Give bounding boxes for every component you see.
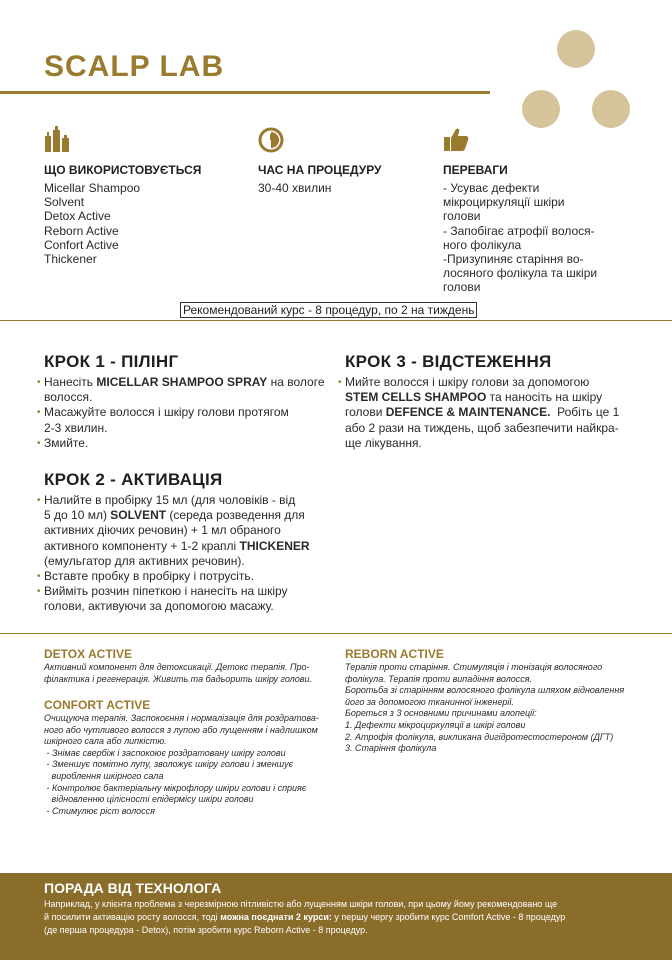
text: Мийте волосся і шкіру голови за допомогою bbox=[345, 375, 590, 389]
step-3-title: КРОК 3 - ВІДСТЕЖЕННЯ bbox=[345, 352, 552, 371]
bullet-icon: • bbox=[37, 377, 41, 388]
info-procedure-time bbox=[258, 163, 382, 195]
product-name: STEM CELLS SHAMPOO bbox=[345, 390, 487, 405]
text-line: ного або чутливого волосся з лупою або лущенням і надлишком bbox=[44, 724, 318, 735]
info-heading-benefits: ПЕРЕВАГИ bbox=[443, 163, 508, 177]
confort-active-description bbox=[44, 713, 319, 817]
text: волосся. bbox=[44, 390, 93, 405]
section-divider-top bbox=[0, 320, 672, 321]
list-item: голови bbox=[443, 209, 481, 224]
list-item: 30-40 хвилин bbox=[258, 181, 332, 195]
text-line: Очищуюча терапія. Заспокоєння і нормалізація для роздратова- bbox=[44, 713, 319, 723]
text-line: - Стимулює ріст волосся bbox=[44, 805, 155, 816]
decorative-circle-left bbox=[522, 90, 560, 128]
list-item bbox=[37, 493, 310, 569]
text: голови, активуючи за допомогою масажу. bbox=[44, 599, 274, 614]
text: або 2 рази на тиждень, щоб забезпечити найкра- bbox=[345, 420, 619, 435]
reborn-active-description bbox=[345, 662, 624, 755]
text-line: (де перша процедура - Detox), потім зробити курс Reborn Active - 8 процедур. bbox=[44, 925, 368, 936]
list-item: голови bbox=[443, 280, 481, 295]
text-line: - Контролює бактеріальну мікрофлору шкіри голови і сприяє bbox=[44, 782, 307, 793]
bullet-icon: • bbox=[338, 377, 342, 388]
product-name: MICELLAR SHAMPOO SPRAY bbox=[96, 375, 268, 389]
list-item bbox=[37, 375, 325, 405]
list-item: ного фолікула bbox=[443, 237, 522, 252]
list-item: Solvent bbox=[44, 195, 85, 210]
list-item: - Усуває дефекти bbox=[443, 181, 540, 195]
title-divider bbox=[0, 91, 490, 94]
page-title: SCALP LAB bbox=[44, 50, 225, 83]
text: та наносіть на шкіру bbox=[486, 390, 603, 405]
info-list-benefits bbox=[443, 181, 597, 295]
info-list-time bbox=[258, 181, 382, 195]
text: активного компоненту + 1-2 краплі bbox=[44, 538, 240, 553]
info-list-used bbox=[44, 181, 201, 266]
tip-title: ПОРАДА ВІД ТЕХНОЛОГА bbox=[44, 880, 222, 896]
list-item: лосяного фолікула та шкіри bbox=[443, 266, 598, 281]
decorative-circle-right bbox=[592, 90, 630, 128]
product-name: DEFENCE & MAINTENANCE. bbox=[385, 405, 551, 420]
detox-active-title: DETOX ACTIVE bbox=[44, 647, 133, 661]
text: й посилити активацію росту волосся, тоді bbox=[44, 912, 221, 923]
text-line: шкірного сала або липкістю. bbox=[44, 736, 167, 747]
text-line: 2. Атрофія фолікула, викликана дигідротестостероном (ДГТ) bbox=[345, 731, 614, 742]
step-2-list bbox=[37, 493, 310, 615]
text-line: - Знімає свербіж і заспокоює роздратовану шкіру голови bbox=[44, 747, 286, 758]
info-heading-time: ЧАС НА ПРОЦЕДУРУ bbox=[258, 163, 382, 177]
text: на вологе bbox=[267, 375, 325, 389]
text-line: 1. Дефекти мікроциркуляції в шкірі голови bbox=[345, 719, 526, 730]
list-item: мікроциркуляції шкіри bbox=[443, 195, 565, 210]
reborn-active-title: REBORN ACTIVE bbox=[345, 647, 444, 661]
recommended-course: Рекомендований курс - 8 процедур, по 2 на тиждень bbox=[180, 302, 477, 318]
thumbs-up-icon bbox=[443, 126, 469, 152]
text-line: його за допомогою тканинної інженерії. bbox=[345, 696, 514, 707]
list-item: Thickener bbox=[44, 252, 97, 267]
list-item: Detox Active bbox=[44, 209, 111, 224]
detox-active-description bbox=[44, 662, 312, 685]
product-name: THICKENER bbox=[239, 538, 310, 553]
list-item bbox=[37, 435, 325, 451]
text: 5 до 10 мл) bbox=[44, 508, 111, 523]
list-item: - Запобігає атрофії волося- bbox=[443, 223, 595, 238]
text: Вийміть розчин піпеткою і нанесіть на шкіру bbox=[44, 584, 288, 599]
list-item: Micellar Shampoo bbox=[44, 181, 141, 195]
step-1-list bbox=[37, 375, 325, 451]
list-item: Reborn Active bbox=[44, 223, 119, 238]
list-item: -Призупиняє старіння во- bbox=[443, 252, 584, 267]
text-line: Терапія проти старіння. Стимуляція і тонізація волосяного bbox=[345, 662, 603, 672]
text-line: Бореться з 3 основними причинами алопеції: bbox=[345, 708, 537, 719]
text-line: вироблення шкірного сала bbox=[44, 770, 164, 781]
text: Налийте в пробірку 15 мл (для чоловіків - від bbox=[44, 493, 296, 507]
step-3-list bbox=[338, 375, 620, 451]
text: голови bbox=[345, 405, 386, 420]
text-line: філактика і регенерація. Живить та бадьорить шкіру голови. bbox=[44, 673, 312, 684]
confort-active-title: CONFORT ACTIVE bbox=[44, 698, 151, 712]
list-item bbox=[37, 569, 310, 584]
text: (середа розведення для bbox=[166, 508, 305, 523]
list-item bbox=[37, 584, 310, 614]
text: Нанесіть bbox=[44, 375, 97, 389]
info-heading-used: ЩО ВИКОРИСТОВУЄТЬСЯ bbox=[44, 163, 202, 177]
text-line: фолікула. Терапія проти випадіння волосся. bbox=[345, 673, 533, 684]
text-line: 3. Старіння фолікула bbox=[345, 743, 437, 754]
text: Змийте. bbox=[44, 435, 89, 450]
text-line bbox=[44, 911, 565, 924]
step-2-title: КРОК 2 - АКТИВАЦІЯ bbox=[44, 470, 223, 489]
text-line: Активний компонент для детоксикації. Детокс терапія. Про- bbox=[44, 662, 310, 672]
text: Масажуйте волосся і шкіру голови протягом bbox=[44, 405, 289, 420]
text: у першу чергу зробити курс Comfort Active - 8 процедур bbox=[331, 912, 566, 923]
bullet-icon: • bbox=[37, 495, 41, 506]
list-item bbox=[37, 405, 325, 435]
section-divider-middle bbox=[0, 633, 672, 634]
text-line: Боротьба зі старінням волосяного фолікула шляхом відновлення bbox=[345, 685, 625, 696]
step-1-title: КРОК 1 - ПІЛІНГ bbox=[44, 352, 179, 371]
bullet-icon: • bbox=[37, 586, 41, 598]
info-benefits bbox=[443, 163, 597, 295]
text: Робіть це 1 bbox=[550, 405, 620, 420]
text-line: Наприклад, у клієнта проблема з черезмірною пітливістю або лущенням шкіри голови, при цьому йому рекомендовано ще bbox=[44, 899, 558, 909]
highlight-text: можна поєднати 2 курси: bbox=[220, 912, 332, 923]
text: 2-3 хвилин. bbox=[44, 420, 108, 435]
list-item bbox=[338, 375, 620, 451]
clock-icon bbox=[258, 127, 284, 153]
bottles-icon bbox=[44, 126, 70, 152]
text-line: - Зменшує помітно лупу, зволожує шкіру голови і зменшує bbox=[44, 759, 294, 770]
text: (емульгатор для активних речовин). bbox=[44, 553, 245, 568]
text: Вставте пробку в пробірку і потрусіть. bbox=[44, 569, 254, 584]
product-name: SOLVENT bbox=[110, 508, 167, 523]
bullet-icon: • bbox=[37, 571, 41, 583]
text-line: відновленню цілісності епідермісу шкіри голови bbox=[44, 794, 254, 805]
text: ще лікування. bbox=[345, 435, 422, 450]
text: активних діючих речовин) + 1 мл обраного bbox=[44, 523, 281, 538]
list-item: Confort Active bbox=[44, 237, 119, 252]
tip-text bbox=[44, 898, 565, 938]
bullet-icon: • bbox=[37, 437, 41, 449]
bullet-icon: • bbox=[37, 407, 41, 419]
info-what-is-used bbox=[44, 163, 201, 266]
decorative-circle-top bbox=[557, 30, 595, 68]
